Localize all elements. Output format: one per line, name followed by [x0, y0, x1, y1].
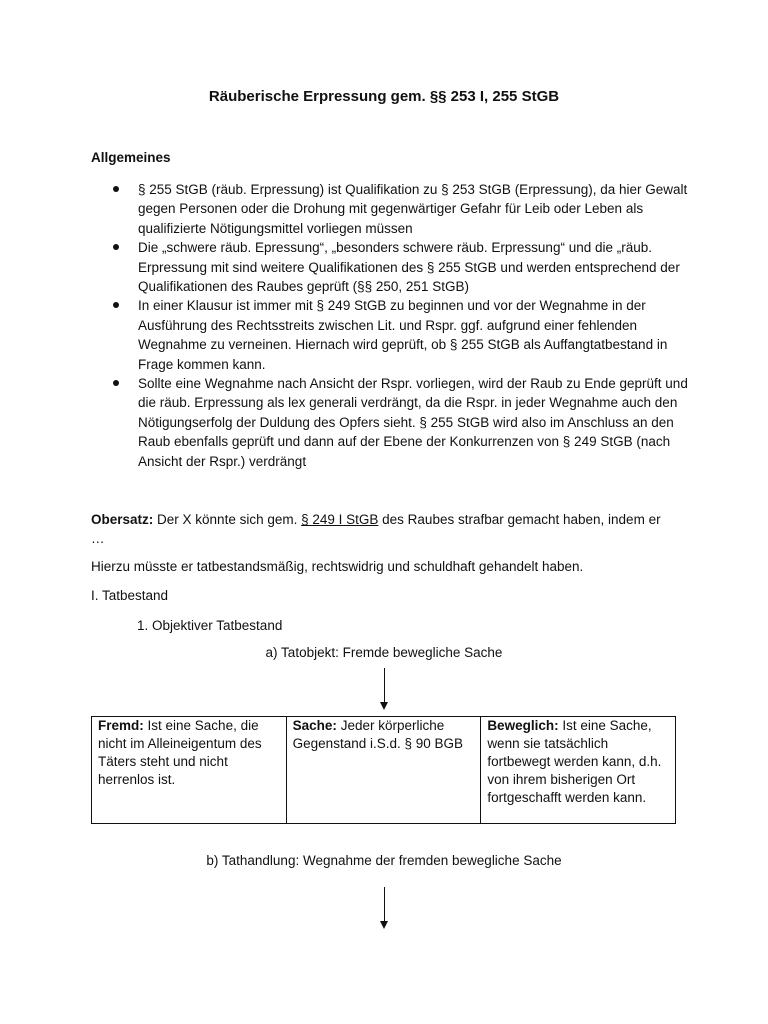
bullet-icon	[113, 186, 119, 192]
tatobjekt-heading: a) Tatobjekt: Fremde bewegliche Sache	[265, 645, 503, 660]
obersatz-text-before: Der X könnte sich gem.	[153, 512, 302, 527]
definition-term: Beweglich:	[487, 718, 559, 733]
objektiver-heading: 1. Objektiver Tatbestand	[137, 618, 283, 633]
tathandlung-heading: b) Tathandlung: Wegnahme der fremden bewegliche Sache	[206, 853, 562, 868]
bullet-text: In einer Klausur ist immer mit § 249 StGB zu beginnen und vor der Wegnahme in der Ausführung des Rechtsstreits zwischen Lit. und Rspr. ggf. aufgrund einer fehlenden Wegnahme zu verneinen. Hiernach wird geprüft, ob § 255 StGB als Auffangtatbestand in Frage kommen kann.	[138, 298, 668, 372]
definition-text: Ist eine Sache, wenn sie tatsächlich fortbewegt werden kann, d.h. von ihrem bisherigen Ort fortgeschafft werden kann.	[487, 718, 662, 805]
bullet-icon	[113, 244, 119, 250]
obersatz-paragraph	[91, 510, 681, 548]
bullet-list	[91, 180, 691, 471]
document-title: Räuberische Erpressung gem. §§ 253 I, 255 StGB	[208, 88, 560, 105]
definition-term: Sache:	[292, 718, 337, 733]
bullet-icon	[113, 302, 119, 308]
definition-cell-sache	[286, 717, 481, 824]
list-item	[91, 374, 691, 471]
section-heading: Allgemeines	[91, 150, 171, 165]
obersatz-label: Obersatz:	[91, 512, 154, 527]
definition-term: Fremd:	[98, 718, 144, 733]
definition-cell-beweglich	[481, 717, 676, 824]
statute-link[interactable]: § 249 I StGB	[301, 512, 379, 527]
list-item	[91, 296, 691, 374]
bullet-text: Sollte eine Wegnahme nach Ansicht der Rspr. vorliegen, wird der Raub zu Ende geprüft und die räub. Erpressung als lex generali verdrängt, da die Rspr. in jeder Wegnahme auch den Nötigungserfolg der Duldung des Opfers sieht. § 255 StGB wird also im Anschluss an den Raub ebenfalls geprüft und dann auf der Ebene der Konkurrenzen von § 249 StGB (nach Ansicht der Rspr.) verdrängt	[138, 376, 688, 469]
definition-text: Jeder körperliche Gegenstand i.S.d. § 90 BGB	[292, 718, 464, 751]
tatbestand-heading: I. Tatbestand	[91, 588, 169, 603]
obersatz-text-after: des Raubes strafbar gemacht haben, indem er	[378, 512, 661, 527]
definitions-table	[91, 716, 676, 824]
bullet-icon	[113, 380, 119, 386]
bullet-text: Die „schwere räub. Epressung“, „besonders schwere räub. Erpressung“ und die „räub. Erpressung mit sind weitere Qualifikationen des § 255 StGB und werden entsprechend der Qualifikationen des Raubes geprüft (§§ 250, 251 StGB)	[138, 240, 680, 295]
definition-text: Ist eine Sache, die nicht im Alleineigentum des Täters steht und nicht herrenlos ist.	[98, 718, 262, 787]
obersatz-continuation: …	[91, 531, 105, 546]
hierzu-paragraph: Hierzu müsste er tatbestandsmäßig, rechtswidrig und schuldhaft gehandelt haben.	[91, 559, 584, 574]
definition-cell-fremd	[92, 717, 287, 824]
list-item	[91, 238, 691, 296]
bullet-text: § 255 StGB (räub. Erpressung) ist Qualifikation zu § 253 StGB (Erpressung), da hier Gewalt gegen Personen oder die Drohung mit gegenwärtiger Gefahr für Leib oder Leben als qualifizierte Nötigungsmittel vorliegen müssen	[138, 182, 688, 236]
list-item	[91, 180, 691, 238]
